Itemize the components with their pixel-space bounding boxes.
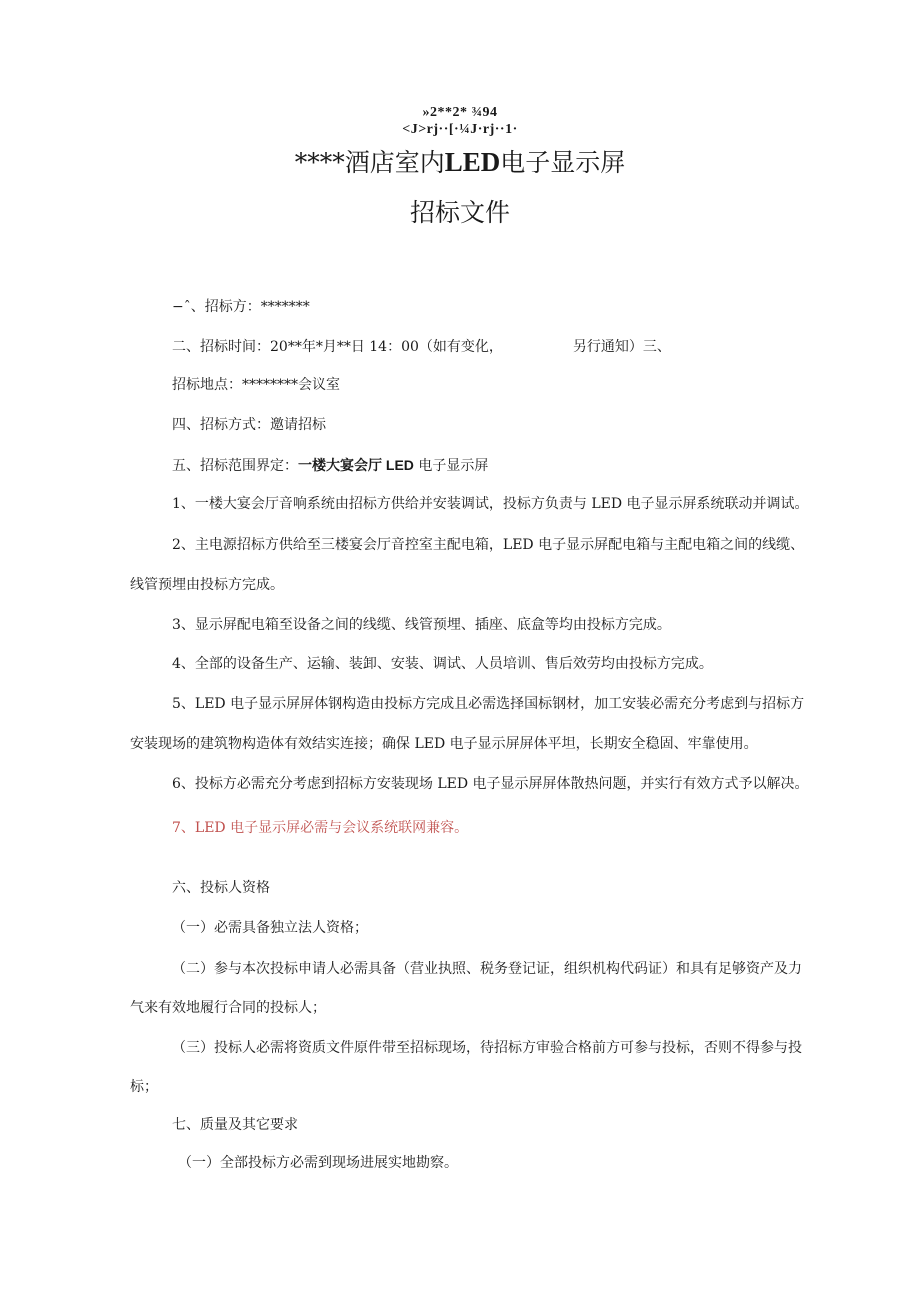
item-bid-scope [172,455,488,476]
qualification-line-2: （二）参与本次投标申请人必需具备（营业执照、税务登记证，组织机构代码证）和具有足够资产及力 [172,961,802,977]
scope-line-5: 5、LED 电子显示屏屏体钢构造由投标方完成且必需选择国标钢材，加工安装必需充分考虑到与招标方 [172,696,805,712]
scope-line-5-cont: 安装现场的建筑物构造体有效结实连接；确保 LED 电子显示屏屏体平坦，长期安全稳固、牢靠使用。 [130,736,758,752]
item-bid-time [172,337,671,357]
item-bid-scope-label: 五、招标范围界定： [172,458,298,474]
qualification-line-1: （一）必需具备独立法人资格； [172,920,368,936]
scope-line-7-highlight: 7、LED 电子显示屏必需与会议系统联网兼容。 [172,820,469,836]
item-bidder: −ˆ、招标方：******* [172,299,310,315]
item-bid-method: 四、招标方式：邀请招标 [172,417,326,433]
quality-line-1: （一）全部投标方必需到现场进展实地勘察。 [178,1155,458,1171]
scope-line-4: 4、全部的设备生产、运输、装卸、安装、调试、人员培训、售后效劳均由投标方完成。 [172,656,713,672]
qualification-line-2-cont: 气来有效地履行合同的投标人； [130,1000,326,1016]
item-bid-location: 招标地点：********会议室 [172,377,340,393]
scope-line-3: 3、显示屏配电箱至设备之间的线缆、线管预埋、插座、底盒等均由投标方完成。 [172,617,671,633]
scope-line-6: 6、投标方必需充分考虑到招标方安装现场 LED 电子显示屏屏体散热问题，并实行有效方式予以解决。 [172,776,809,792]
scope-line-1: 1、一楼大宴会厅音响系统由招标方供给并安装调试，投标方负责与 LED 电子显示屏系统联动并调试。 [172,496,809,512]
document-subtitle: 招标文件 [409,198,510,227]
quality-heading: 七、质量及其它要求 [172,1117,298,1133]
header-code-line-1: »2**2* ¾94 [422,105,498,120]
header-code-line-2: <J>rj··[·¼J·rj··1· [402,122,518,137]
scope-line-2-cont: 线管预埋由投标方完成。 [130,577,284,593]
item-bid-scope-suffix: 电子显示屏 [413,458,489,474]
title-prefix: ****酒店室内 [294,148,445,177]
document-title [0,146,920,179]
item-bid-time-text: 二、招标时间：20**年*月**日 14：00（如有变化， [172,339,503,355]
item-bid-time-notice: 另行通知）三、 [572,339,671,355]
qualification-line-3: （三）投标人必需将资质文件原件带至招标现场，待招标方审验合格前方可参与投标，否则不得参与投 [172,1040,802,1056]
title-suffix: 电子显示屏 [500,148,626,177]
qualification-heading: 六、投标人资格 [172,880,270,896]
title-led: LED [444,147,501,177]
qualification-line-3-cont: 标； [130,1079,158,1095]
scope-line-2: 2、主电源招标方供给至三楼宴会厅音控室主配电箱，LED 电子显示屏配电箱与主配电箱之间的线缆、 [172,537,805,553]
item-bid-scope-venue: 一楼大宴会厅 LED [298,457,414,473]
